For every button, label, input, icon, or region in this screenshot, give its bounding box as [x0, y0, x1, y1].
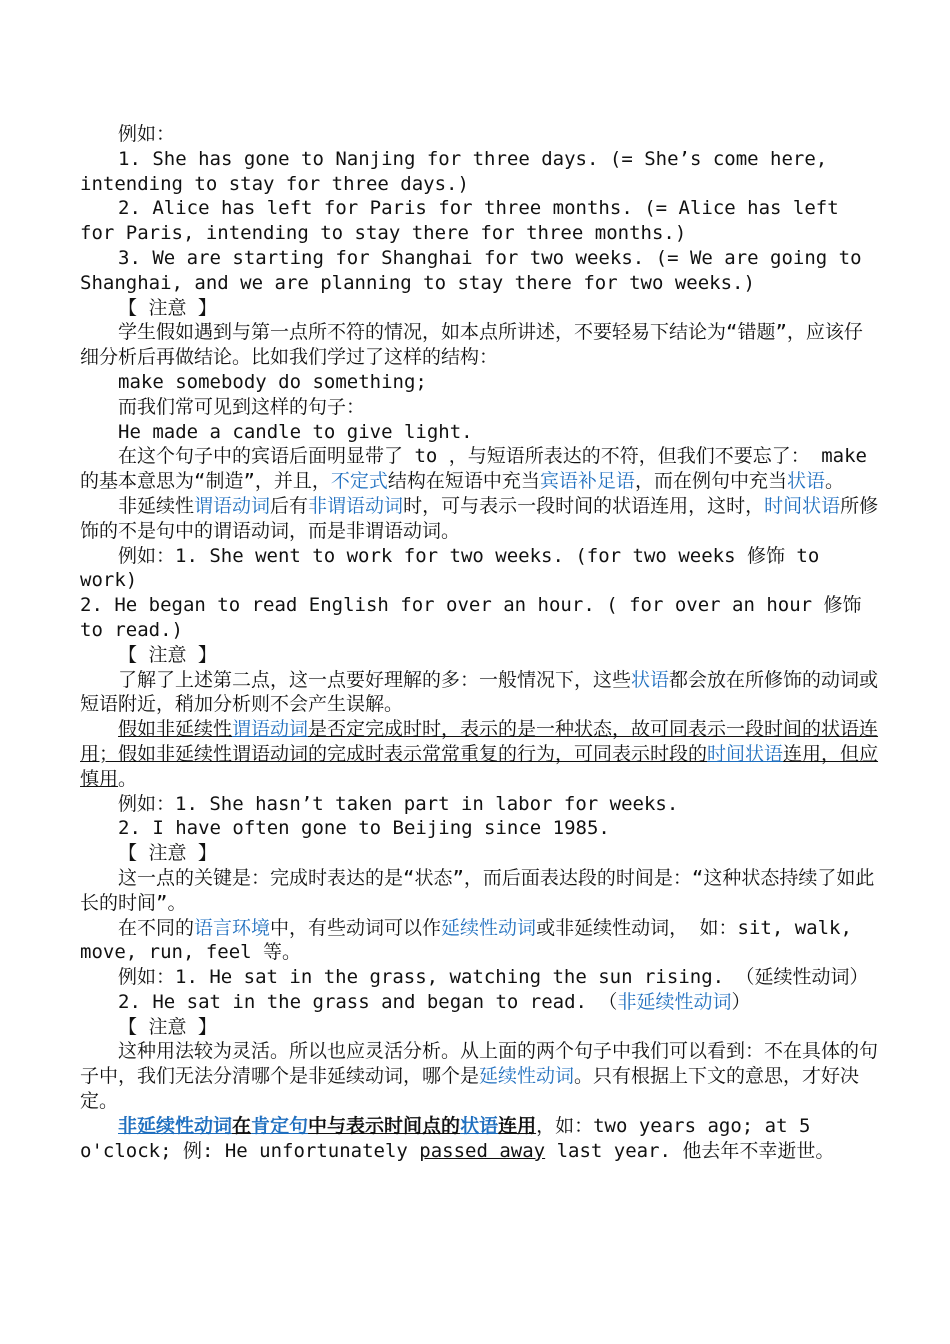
link-predicate-verb[interactable]: 谓语动词 [232, 718, 309, 741]
example-2: 2. Alice has left for Paris for three months. (= Alice has left for Paris, intending to stay there for three months.) [80, 197, 839, 245]
example-5b: 2. I have often gone to Beijing since 1985. [118, 817, 610, 840]
link-time-adverbial[interactable]: 时间状语 [707, 742, 784, 765]
link-predicate-verb[interactable]: 谓语动词 [194, 494, 271, 517]
document-body [80, 122, 880, 1163]
example-1: 1. She has gone to Nanjing for three days. (= She’s come here, intending to stay for three days.) [80, 147, 828, 195]
paragraph-4: 非延续性谓语动词后有非谓语动词时，可与表示一段时间的状语连用，这时，时间状语所修饰的不是句中的谓语动词，而是非谓语动词。 [80, 494, 879, 542]
structure-example: make somebody do something; [118, 370, 427, 393]
paragraph-5: 了解了上述第二点，这一点要好理解的多：一般情况下，这些状语都会放在所修饰的动词或短语附近，稍加分析则不会产生误解。 [80, 668, 879, 716]
note-heading: 【 注意 】 [118, 1015, 217, 1038]
paragraph-3: 在这个句子中的宾语后面明显带了 to ，与短语所表达的不符，但我们不要忘了： make 的基本意思为“制造”，并且，不定式结构在短语中充当宾语补足语，而在例句中充当状语。 [80, 445, 867, 493]
link-adverbial[interactable]: 状语 [460, 1114, 499, 1137]
link-object-complement[interactable]: 宾语补足语 [539, 470, 635, 493]
example-4b: 2. He began to read English for over an hour. ( for over an hour 修饰 to read.) [80, 594, 862, 641]
paragraph-2: 而我们常可见到这样的句子： [118, 395, 366, 418]
paragraph-6: 假如非延续性谓语动词是否定完成时时，表示的是一种状态，故可同表示一段时间的状语连用；假如非延续性谓语动词的完成时表示常常重复的行为，可同表示时段的时间状语连用，但应慎用。 [80, 718, 879, 790]
candle-sentence: He made a candle to give light. [118, 420, 473, 443]
example-5a: 例如：1. She hasn’t taken part in labor for weeks. [118, 792, 679, 815]
link-durative-verb[interactable]: 延续性动词 [441, 916, 537, 939]
note-heading: 【 注意 】 [118, 296, 217, 319]
paragraph-1: 学生假如遇到与第一点所不符的情况，如本点所讲述，不要轻易下结论为“错题”，应该仔细分析后再做结论。比如我们学过了这样的结构： [80, 321, 863, 369]
example-label: 例如： [118, 123, 176, 145]
example-4a: 例如：1. She went to work for two weeks. (for two weeks 修饰 to work) [80, 544, 820, 592]
paragraph-9: 这种用法较为灵活。所以也应灵活分析。从上面的两个句子中我们可以看到：不在具体的句子中，我们无法分清哪个是非延续动词，哪个是延续性动词。只有根据上下文的意思，才好决定。 [80, 1040, 879, 1113]
link-adverbial[interactable]: 状语 [786, 470, 825, 493]
link-adverbial[interactable]: 状语 [631, 668, 670, 691]
paragraph-7: 这一点的关键是：完成时表达的是“状态”，而后面表达段的时间是：“这种状态持续了如此长的时间”。 [80, 866, 875, 914]
link-nondurative-verb[interactable]: 非延续性动词 [617, 990, 732, 1013]
note-heading: 【 注意 】 [118, 842, 217, 865]
paragraph-10: 非延续性动词在肯定句中与表示时间点的状语连用，如：two years ago; at 5 o'clock; 例: He unfortunately passed away last year. 他去年不幸逝世。 [80, 1114, 835, 1162]
link-durative-verb[interactable]: 延续性动词 [479, 1065, 575, 1088]
link-infinitive[interactable]: 不定式 [330, 470, 388, 493]
link-time-adverbial[interactable]: 时间状语 [764, 494, 841, 517]
link-affirmative-sentence[interactable]: 肯定句 [251, 1114, 309, 1137]
paragraph-8: 在不同的语言环境中，有些动词可以作延续性动词或非延续性动词， 如：sit, walk, move, run, feel 等。 [80, 916, 852, 964]
link-nonfinite-verb[interactable]: 非谓语动词 [308, 494, 404, 517]
link-nondurative-verb[interactable]: 非延续性动词 [118, 1114, 233, 1137]
link-language-context[interactable]: 语言环境 [194, 916, 271, 939]
note-heading: 【 注意 】 [118, 643, 217, 666]
example-6a: 例如：1. He sat in the grass, watching the sun rising. （延续性动词） [118, 966, 869, 989]
example-6b: 2. He sat in the grass and began to read. （非延续性动词） [118, 990, 751, 1013]
example-3: 3. We are starting for Shanghai for two weeks. (= We are going to Shanghai, and we are planning to stay there for two weeks.) [80, 246, 862, 294]
